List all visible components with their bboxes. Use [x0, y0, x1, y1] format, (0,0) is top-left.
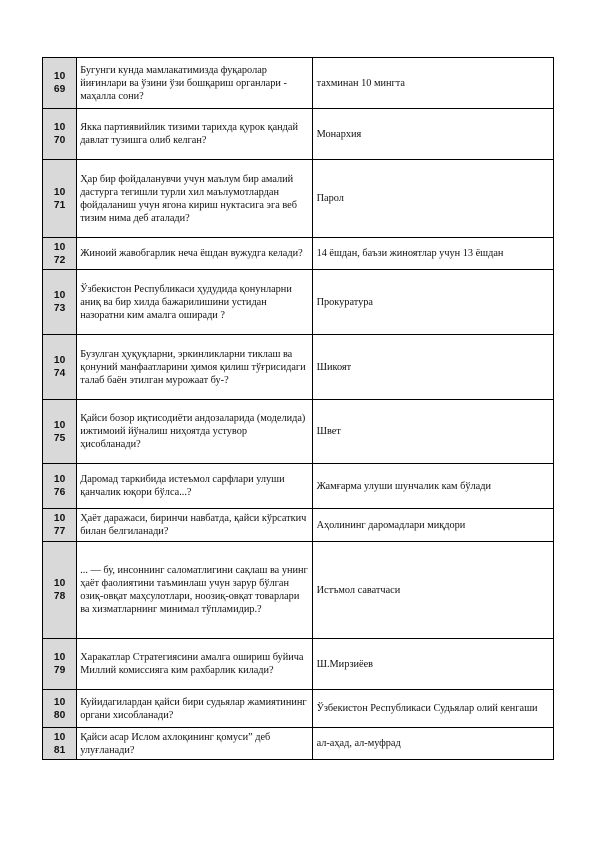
row-number: 1081 [43, 728, 77, 760]
answer-cell: Швет [312, 400, 553, 464]
question-cell: Ҳар бир фойдаланувчи учун маълум бир амалий дастурга тегишли турли хил маълумотлардан фойдаланиш учун ягона кириш нуктасига эга веб тизим нима деб аталади? [77, 160, 312, 238]
question-cell: Ҳаёт даражаси, биринчи навбатда, қайси кўрсаткич билан белгиланади? [77, 509, 312, 542]
qa-table [42, 57, 554, 760]
row-number: 1078 [43, 542, 77, 639]
question-cell: Даромад таркибида истеъмол сарфлари улуши қанчалик юқори бўлса...? [77, 464, 312, 509]
answer-cell: Истъмол саватчаси [312, 542, 553, 639]
answer-cell: Парол [312, 160, 553, 238]
row-number: 1072 [43, 238, 77, 270]
row-number: 1074 [43, 335, 77, 400]
document-page [42, 57, 554, 760]
row-number: 1073 [43, 270, 77, 335]
table-row [43, 335, 554, 400]
table-row [43, 160, 554, 238]
answer-cell: Ўзбекистон Республикаси Судьялар олий кенгаши [312, 690, 553, 728]
row-number: 1080 [43, 690, 77, 728]
table-row [43, 464, 554, 509]
table-row [43, 400, 554, 464]
table-row [43, 690, 554, 728]
question-cell: Жиноий жавобгарлик неча ёшдан вужудга келади? [77, 238, 312, 270]
question-cell: Харакатлар Стратегиясини амалга ошириш буйича Миллий комиссияга ким рахбарлик килади? [77, 639, 312, 690]
answer-cell: Жамғарма улуши шунчалик кам бўлади [312, 464, 553, 509]
row-number: 1070 [43, 109, 77, 160]
table-row [43, 238, 554, 270]
question-cell: Якка партиявийлик тизими тарихда қурок қандай давлат тузишга олиб келган? [77, 109, 312, 160]
answer-cell: тахминан 10 мингта [312, 58, 553, 109]
answer-cell: Шикоят [312, 335, 553, 400]
answer-cell: ал-аҳад, ал-муфрад [312, 728, 553, 760]
table-row [43, 58, 554, 109]
table-row [43, 270, 554, 335]
question-cell: Ўзбекистон Республикаси ҳудудида қонунларни аниқ ва бир хилда бажарилишини устидан назоратни ким амалга оширади ? [77, 270, 312, 335]
answer-cell: Аҳолининг даромадлари миқдори [312, 509, 553, 542]
question-cell: Қайси асар Ислом ахлоқининг қомуси” деб улуғланади? [77, 728, 312, 760]
answer-cell: Монархия [312, 109, 553, 160]
row-number: 1079 [43, 639, 77, 690]
question-cell: Қайси бозор иқтисодиёти андозаларида (моделида) ижтимоий йўналиш ниҳоятда устувор ҳисобланади? [77, 400, 312, 464]
answer-cell: Ш.Мирзиёев [312, 639, 553, 690]
row-number: 1075 [43, 400, 77, 464]
row-number: 1076 [43, 464, 77, 509]
question-cell: Куйидагилардан қайси бири судьялар жамиятининг органи хисобланади? [77, 690, 312, 728]
question-cell: Бузулган ҳуқуқларни, эркинликларни тиклаш ва қонуний манфаатларини ҳимоя қилиш тўғрисидаги талаб баён этилган мурожаат бу-? [77, 335, 312, 400]
row-number: 1069 [43, 58, 77, 109]
question-cell: Бугунги кунда мамлакатимизда фуқаролар йиғинлари ва ўзини ўзи бошқариш органлари - маҳалла сони? [77, 58, 312, 109]
answer-cell: Прокуратура [312, 270, 553, 335]
table-row [43, 109, 554, 160]
row-number: 1071 [43, 160, 77, 238]
table-row [43, 509, 554, 542]
table-row [43, 639, 554, 690]
table-row [43, 728, 554, 760]
question-cell: ... — бу, инсоннинг саломатлигини сақлаш ва унинг ҳаёт фаолиятини таъминлаш учун зарур бўлган озиқ-овқат маҳсулотлари, ноозиқ-овқат товарлари ва хизматларнинг минимал тўпламидир.? [77, 542, 312, 639]
table-row [43, 542, 554, 639]
answer-cell: 14 ёшдан, баъзи жиноятлар учун 13 ёшдан [312, 238, 553, 270]
row-number: 1077 [43, 509, 77, 542]
